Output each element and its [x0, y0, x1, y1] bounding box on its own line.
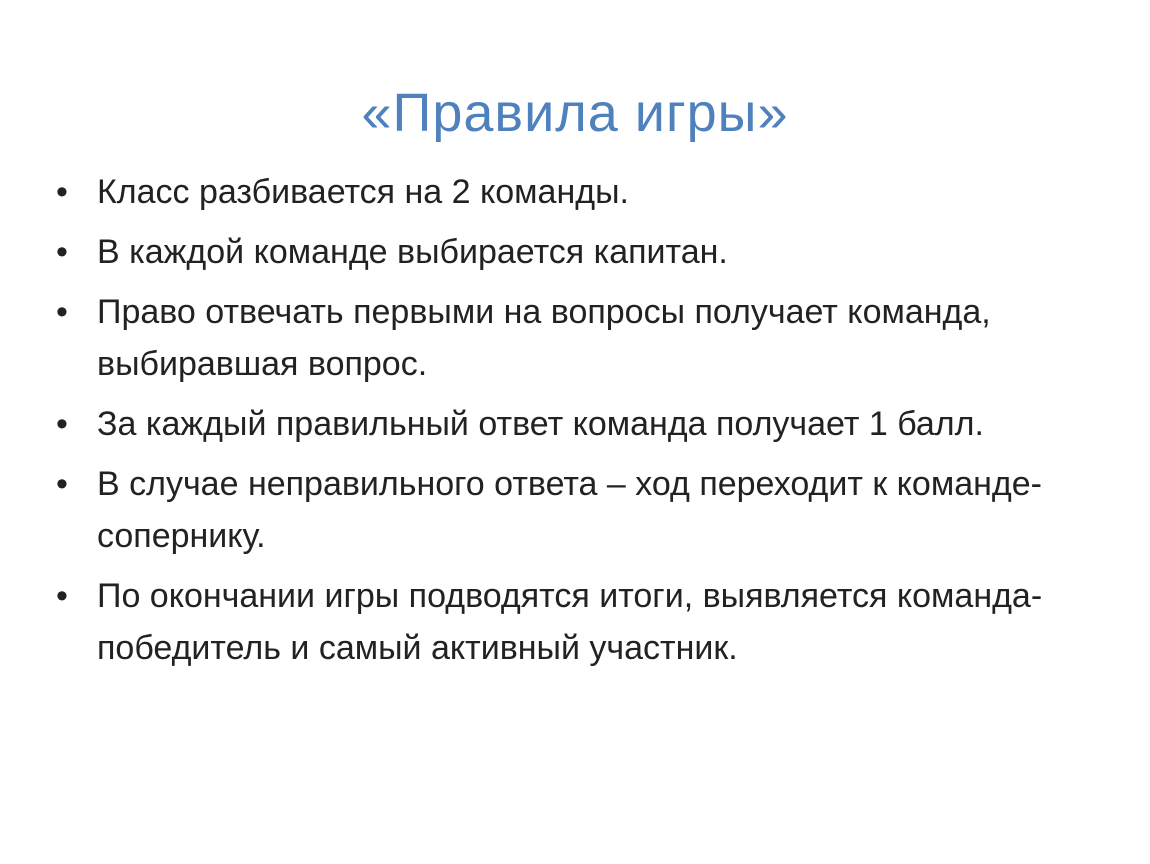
- bullet-icon: •: [56, 465, 68, 503]
- rule-item-4: [56, 398, 1056, 450]
- bullet-icon: •: [56, 577, 68, 615]
- rules-list: [56, 166, 1056, 682]
- rule-item-5: [56, 458, 1056, 562]
- rule-item-1: [56, 166, 1056, 218]
- rule-text: Класс разбивается на 2 команды.: [97, 173, 629, 211]
- bullet-icon: •: [56, 405, 68, 443]
- rule-item-3: [56, 286, 1056, 390]
- rule-text: По окончании игры подводятся итоги, выявляется команда-победитель и самый активный участник.: [97, 577, 1043, 667]
- rule-text: За каждый правильный ответ команда получает 1 балл.: [97, 405, 984, 443]
- slide-title: «Правила игры»: [361, 83, 789, 143]
- rule-text: Право отвечать первыми на вопросы получает команда, выбиравшая вопрос.: [97, 293, 991, 383]
- bullet-icon: •: [56, 173, 68, 211]
- rule-text: В случае неправильного ответа – ход переходит к команде-сопернику.: [97, 465, 1042, 555]
- rule-item-6: [56, 570, 1056, 674]
- bullet-icon: •: [56, 233, 68, 271]
- rule-item-2: [56, 226, 1056, 278]
- rule-text: В каждой команде выбирается капитан.: [97, 233, 728, 271]
- bullet-icon: •: [56, 293, 68, 331]
